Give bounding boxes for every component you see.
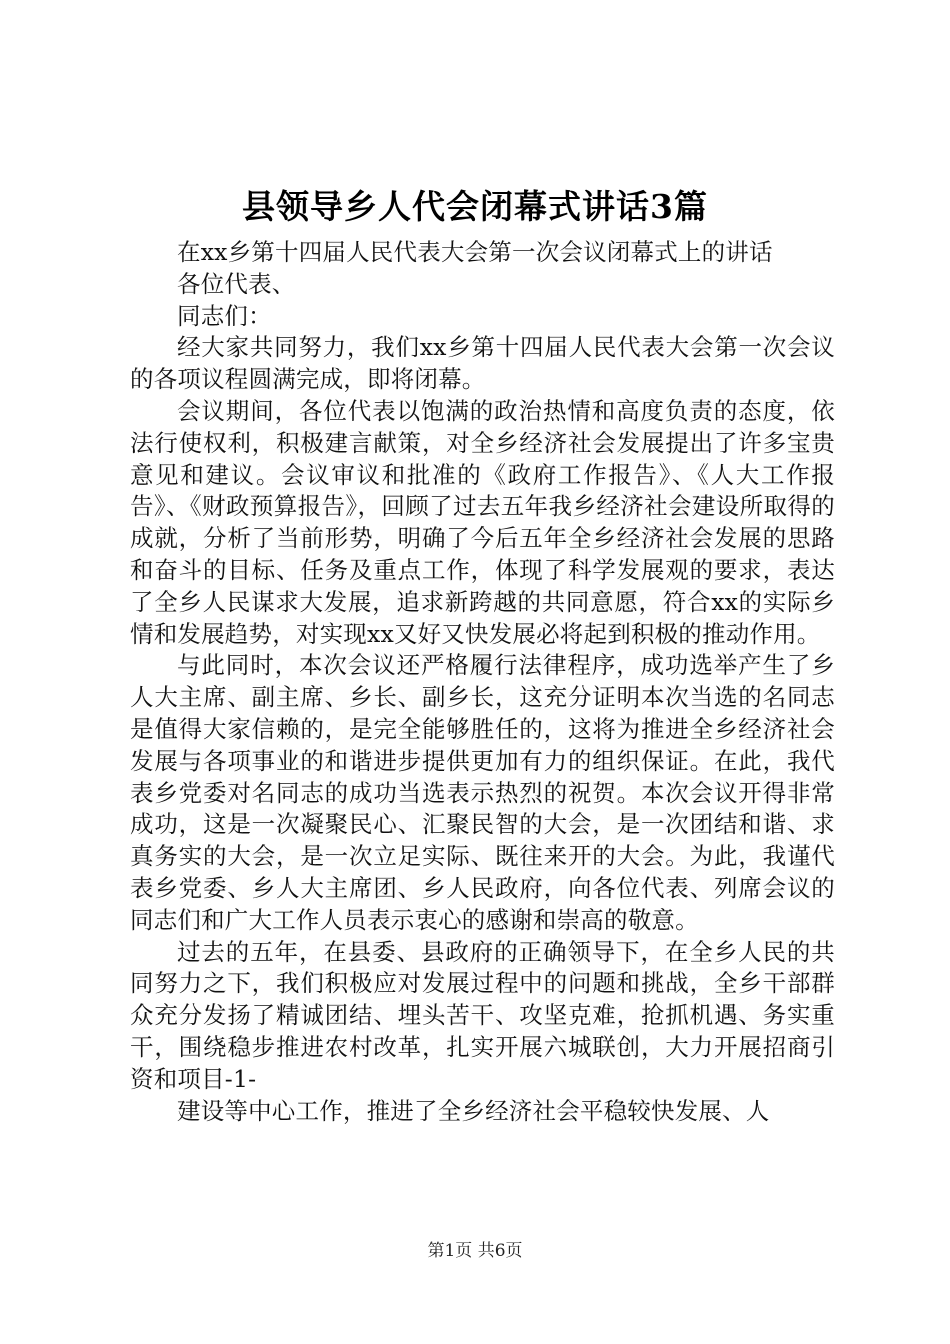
document-body xyxy=(130,237,835,1127)
speech-heading: 在xx乡第十四届人民代表大会第一次会议闭幕式上的讲话 xyxy=(177,238,773,266)
salutation-line: 同志们： xyxy=(177,301,272,330)
paragraph: 过去的五年，在县委、县政府的正确领导下，在全乡人民的共同努力之下，我们积极应对发展过程中的问题和挑战，全乡干部群众充分发扬了精诚团结、埋头苦干、攻坚克难，抢抓机遇、务实重干，围绕稳步推进农村改革，扎实开展六城联创，大力开展招商引资和项目-1- xyxy=(130,937,835,1093)
document-title: 县领导乡人代会闭幕式讲话3篇 xyxy=(242,187,708,226)
page-number-footer: 第1页 共6页 xyxy=(427,1241,523,1261)
paragraph: 与此同时，本次会议还严格履行法律程序，成功选举产生了乡人大主席、副主席、乡长、副乡长，这充分证明本次当选的名同志是值得大家信赖的，是完全能够胜任的，这将为推进全乡经济社会发展与各项事业的和谐进步提供更加有力的组织保证。在此，我代表乡党委对名同志的成功当选表示热烈的祝贺。本次会议开得非常成功，这是一次凝聚民心、汇聚民智的大会，是一次团结和谐、求真务实的大会，是一次立足实际、既往来开的大会。为此，我谨代表乡党委、乡人大主席团、乡人民政府，向各位代表、列席会议的同志们和广大工作人员表示衷心的感谢和崇高的敬意。 xyxy=(130,651,835,934)
paragraph: 建设等中心工作，推进了全乡经济社会平稳较快发展、人 xyxy=(177,1096,770,1125)
salutation-line: 各位代表、 xyxy=(177,269,296,298)
paragraph: 经大家共同努力，我们xx乡第十四届人民代表大会第一次会议的各项议程圆满完成，即将闭幕。 xyxy=(130,333,835,394)
paragraph: 会议期间，各位代表以饱满的政治热情和高度负责的态度，依法行使权利，积极建言献策，对全乡经济社会发展提出了许多宝贵意见和建议。会议审议和批准的《政府工作报告》、《人大工作报告》、《财政预算报告》，回顾了过去五年我乡经济社会建设所取得的成就，分析了当前形势，明确了今后五年全乡经济社会发展的思路和奋斗的目标、任务及重点工作，体现了科学发展观的要求，表达了全乡人民谋求大发展，追求新跨越的共同意愿，符合xx的实际乡情和发展趋势，对实现xx又好又快发展必将起到积极的推动作用。 xyxy=(130,396,835,648)
